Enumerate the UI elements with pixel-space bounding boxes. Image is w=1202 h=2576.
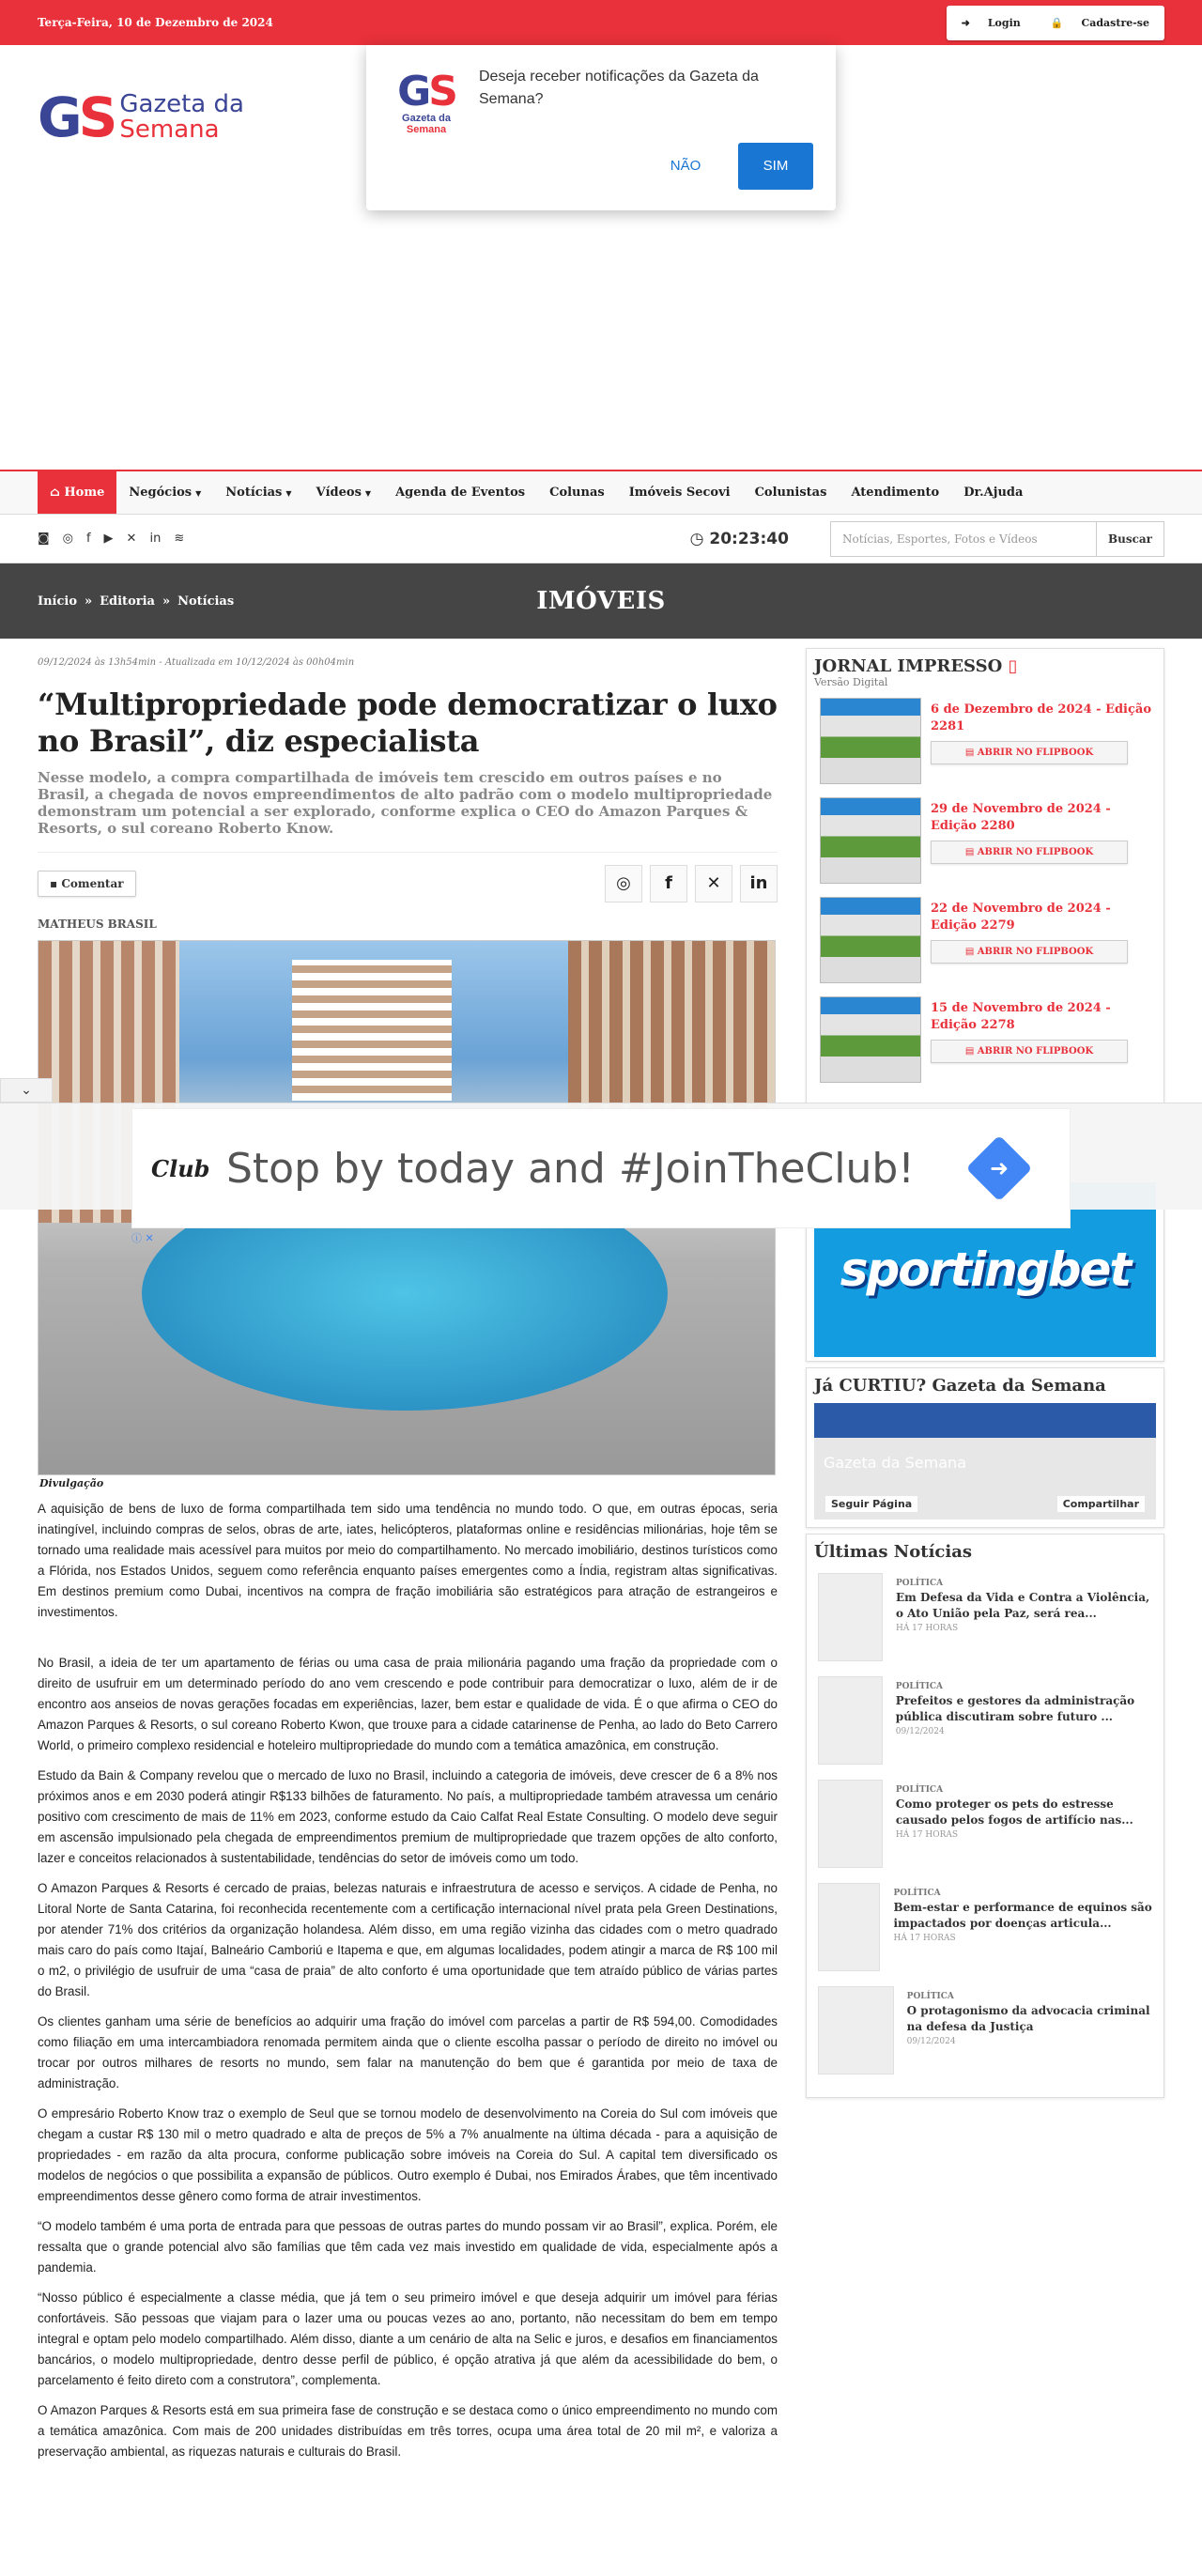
news-time: HÁ 17 HORAS xyxy=(893,1934,956,1943)
article-author: MATHEUS BRASIL xyxy=(38,918,157,931)
breadcrumb xyxy=(38,594,234,609)
edition-item xyxy=(814,797,1156,897)
caret-down-icon: ▼ xyxy=(195,487,202,498)
news-time: 09/12/2024 xyxy=(895,1727,945,1736)
clock: ◷ 20:23:40 xyxy=(689,529,789,548)
nav-imoveis-secovi[interactable]: Imóveis Secovi xyxy=(628,486,731,500)
notification-prompt xyxy=(366,45,836,210)
news-time: HÁ 17 HORAS xyxy=(895,1624,959,1633)
article-body xyxy=(38,1499,778,2462)
comment-icon: ▪ xyxy=(50,876,62,890)
caret-down-icon: ▼ xyxy=(364,487,372,498)
nav-videos[interactable]: Vídeos ▼ xyxy=(316,486,372,500)
jornal-impresso-box xyxy=(806,648,1164,1146)
article-paragraph: O Amazon Parques & Resorts está em sua primeira fase de construção e se destaca como o único empreendimento no mundo com a temática amazônica. Com mais de 200 unidades distribuídas em três torres, ocupa uma área total de 20 mil m², e valoriza a preservação ambiental, as riquezas naturais e culturais do Brasil. xyxy=(38,2403,778,2459)
photo-caption: Divulgação xyxy=(39,1477,104,1489)
main-nav xyxy=(0,470,1202,515)
logo-line2: Semana xyxy=(119,116,220,144)
pdf-icon: ▤ xyxy=(964,748,978,758)
pdf-icon: ▤ xyxy=(964,1046,978,1057)
notification-logo: GS Gazeta da Semana xyxy=(397,68,455,136)
directions-icon[interactable]: ➜ xyxy=(966,1135,1033,1202)
content xyxy=(0,639,1202,2576)
nav-noticias[interactable]: Notícias ▼ xyxy=(225,486,292,500)
facebook-share-icon[interactable]: f xyxy=(650,865,687,902)
article-paragraph: Estudo da Bain & Company revelou que o mercado de luxo no Brasil, incluindo a categoria de imóveis, deve crescer de 6 a 8% nos próximos anos e em 2030 poderá atingir R$133 bilhões de faturamento. No país, a multipropriedade também atravessa um cenário positivo com crescimento de mais de 11% em 2023, conforme estudo da Caio Calfat Real Estate Consulting. O modelo deve seguir em ascensão impulsionado pela chegada de empreendimentos premium de multipropriedade que trazem opções de alto conforto, lazer e conceitos relacionados à sustentabilidade, tendências do setor de imóveis como um todo. xyxy=(38,1768,778,1865)
news-category: POLÍTICA xyxy=(895,1682,943,1691)
lock-icon: 🔒 xyxy=(1050,16,1064,29)
whatsapp-icon[interactable]: ◎ xyxy=(62,532,73,546)
fb-follow-button[interactable]: Seguir Página xyxy=(825,1496,917,1512)
header-ad-area xyxy=(0,45,1202,470)
nav-colunas[interactable]: Colunas xyxy=(549,486,605,500)
news-title[interactable]: Em Defesa da Vida e Contra a Violência, o Ato União pela Paz, será rea... xyxy=(895,1591,1150,1620)
search-form xyxy=(830,521,1164,557)
nav-atendimento[interactable]: Atendimento xyxy=(851,486,940,500)
login-icon: ➜ xyxy=(961,16,970,29)
caret-down-icon: ▼ xyxy=(285,487,292,498)
chevron-down-icon: ⌄ xyxy=(21,1083,32,1098)
edition-title[interactable]: 29 de Novembro de 2024 - Edição 2280 xyxy=(931,802,1111,833)
article-paragraph: “O modelo também é uma porta de entrada para que pessoas de outras partes do mundo possam vir ao Brasil”, explica. Porém, ele ressalta que o grande potencial alvo são famílias que têm cada vez mais investido em qualidade de vida, especialmente após a pandemia. xyxy=(38,2219,778,2275)
home-icon: ⌂ xyxy=(50,486,65,500)
crumb-noticias[interactable]: Notícias xyxy=(177,594,235,609)
article-paragraph: “Nosso público é especialmente a classe média, que já tem o seu primeiro imóvel e que deseja adquirir um imóvel para férias confortáveis. São pessoas que viajam para o lazer uma ou poucas vezes ao ano, portanto, não necessitam do bem em tempo integral e optam pelo modelo compartilhado. Além disso, diante a um cenário de alta na Selic e juros, e desafios em financiamentos bancários, o modelo multipropriedade, dentro desse perfil de público, é opção atrativa já que além da acessibilidade do bem, o parcelamento é feito direto com a construtora”, complementa. xyxy=(38,2291,778,2387)
article-paragraph: Os clientes ganham uma série de benefícios ao adquirir uma fração do imóvel com parcelas a partir de R$ 594,00. Comodidades como filiação em uma intercambiadora renomada permitem ainda que o cliente escolha passar o período de direito no imóvel ou trocar por outros milhares de resorts no mundo, sem falar na manutenção do bem que é garantida por meio de taxa de administração. xyxy=(38,2014,778,2090)
pdf-icon: ▤ xyxy=(964,947,978,957)
flipbook-button[interactable]: ▤ ABRIR NO FLIPBOOK xyxy=(931,1040,1128,1063)
flipbook-button[interactable]: ▤ ABRIR NO FLIPBOOK xyxy=(931,741,1128,764)
news-title[interactable]: Bem-estar e performance de equinos são impactados por doenças articula... xyxy=(893,1901,1152,1930)
jornal-subtitle: Versão Digital xyxy=(814,676,888,688)
news-category: POLÍTICA xyxy=(895,1785,944,1795)
sticky-bottom-ad xyxy=(0,1078,1202,1244)
signup-button[interactable]: 🔒 Cadastre-se xyxy=(1036,6,1164,40)
collapse-ad-button[interactable] xyxy=(0,1078,53,1103)
share-buttons xyxy=(605,865,778,902)
nav-colunistas[interactable]: Colunistas xyxy=(754,486,827,500)
edition-title[interactable]: 6 de Dezembro de 2024 - Edição 2281 xyxy=(931,702,1152,733)
section-header xyxy=(0,563,1202,639)
crumb-inicio[interactable]: Início xyxy=(38,594,77,609)
news-title[interactable]: O protagonismo da advocacia criminal na defesa da Justiça xyxy=(906,2004,1150,2033)
social-links xyxy=(38,532,184,546)
facebook-page-widget[interactable] xyxy=(814,1403,1156,1519)
top-bar xyxy=(0,0,1202,45)
x-icon[interactable]: ✕ xyxy=(126,532,137,546)
edition-cover[interactable] xyxy=(820,698,921,784)
news-thumbnail[interactable] xyxy=(818,1780,883,1868)
news-title[interactable]: Como proteger os pets do estresse causado pelos fogos de artifício nas... xyxy=(895,1797,1133,1827)
share-row xyxy=(38,852,778,904)
clock-icon: ◷ xyxy=(689,529,710,548)
club-ad-banner[interactable] xyxy=(131,1108,1071,1228)
article-headline: “Multipropriedade pode democratizar o luxo no Brasil”, diz especialista xyxy=(38,686,778,759)
instagram-icon[interactable]: ◙ xyxy=(38,532,50,546)
current-date: Terça-Feira, 10 de Dezembro de 2024 xyxy=(38,16,273,29)
club-ad-text: Stop by today and #JoinTheClub! xyxy=(226,1144,915,1193)
nav-negocios[interactable]: Negócios ▼ xyxy=(129,486,202,500)
article xyxy=(38,639,778,2472)
comment-button[interactable]: ▪ Comentar xyxy=(38,871,136,897)
news-item[interactable] xyxy=(818,1986,1156,2090)
news-time: 09/12/2024 xyxy=(906,2037,956,2046)
rss-icon[interactable]: ≋ xyxy=(174,532,185,546)
facebook-box xyxy=(806,1367,1164,1528)
news-item[interactable] xyxy=(818,1883,1156,1986)
edition-cover[interactable] xyxy=(820,897,921,983)
login-button[interactable]: ➜ Login xyxy=(947,6,1036,40)
ad-info-icon[interactable]: ⓘ ✕ xyxy=(131,1232,154,1244)
fb-page-name: Gazeta da Semana xyxy=(824,1454,966,1472)
crumb-editoria[interactable]: Editoria xyxy=(100,594,155,609)
search-input[interactable]: Notícias, Esportes, Fotos e Vídeos xyxy=(830,521,1097,557)
ultimas-noticias-box xyxy=(806,1534,1164,2098)
linkedin-share-icon[interactable]: in xyxy=(740,865,778,902)
sidebar xyxy=(806,648,1164,2098)
jornal-title: JORNAL IMPRESSO ▯ xyxy=(814,656,1018,676)
news-category: POLÍTICA xyxy=(906,1992,954,2001)
news-category: POLÍTICA xyxy=(895,1579,944,1588)
edition-cover[interactable] xyxy=(820,797,921,884)
notification-yes-button[interactable]: SIM xyxy=(738,143,813,190)
edition-title[interactable]: 15 de Novembro de 2024 - Edição 2278 xyxy=(931,1001,1111,1032)
logo-line1: Gazeta da xyxy=(119,89,244,118)
news-thumbnail[interactable] xyxy=(818,1573,883,1661)
fb-share-button[interactable]: Compartilhar xyxy=(1057,1496,1145,1512)
tools-bar xyxy=(0,515,1202,563)
youtube-icon[interactable]: ▶ xyxy=(103,532,114,546)
article-paragraph: No Brasil, a ideia de ter um apartamento de férias ou uma casa de praia milionária pagando uma fração da propriedade com o direito de usufruir em um determinado período do ano vem crescendo e pode contribuir para democratizar o luxo, além de ir de encontro aos anseios de novas gerações focadas em experiências, lazer, bem estar e qualidade de vida. É o que afirma o CEO do Amazon Parques & Resorts, o sul coreano Roberto Kwon, que trouxe para a cidade catarinense de Penha, ao lado do Beto Carrero World, o primeiro complexo residencial e hoteleiro multipropriedade do mundo com a temática amazônica, em construção. xyxy=(38,1656,778,1752)
notification-no-button[interactable]: NÃO xyxy=(670,158,701,174)
section-title: IMÓVEIS xyxy=(536,587,666,615)
article-paragraph: A aquisição de bens de luxo de forma compartilhada tem sido uma tendência no mundo todo. O que, em outras épocas, seria inatingível, incluindo compras de selos, obras de arte, iates, helicópteros, plataformas online e residências milionárias, hoje têm se tornado uma realidade mais acessível para muitos por meio do compartilhamento. No mercado imobiliário, destinos turísticos como a Flórida, nos Estados Unidos, seguem como referência enquanto países emergentes como a Índia, registram altas significativas. Em destinos premium como Dubai, incentivos na compra de fração imobiliária são estratégicos para atração de estrangeiros e investimentos. xyxy=(38,1502,778,1619)
news-item[interactable] xyxy=(818,1780,1156,1883)
news-title[interactable]: Prefeitos e gestores da administração pública discutiram sobre futuro ... xyxy=(895,1694,1135,1723)
linkedin-icon[interactable]: in xyxy=(149,532,162,546)
x-share-icon[interactable]: ✕ xyxy=(695,865,732,902)
news-category: POLÍTICA xyxy=(893,1889,941,1898)
curtiu-title: Já CURTIU? Gazeta da Semana xyxy=(814,1376,1106,1396)
notification-message: Deseja receber notificações da Gazeta da Semana? xyxy=(479,69,759,107)
site-logo[interactable] xyxy=(38,85,244,149)
phone-icon: ▯ xyxy=(1008,656,1018,676)
whatsapp-share-icon[interactable]: ◎ xyxy=(605,865,642,902)
sportingbet-ad[interactable]: sportingbet xyxy=(814,1182,1156,1357)
edition-cover[interactable] xyxy=(820,996,921,1083)
facebook-icon[interactable]: f xyxy=(85,532,91,546)
pdf-icon: ▤ xyxy=(964,847,978,857)
edition-item xyxy=(814,698,1156,797)
news-item[interactable] xyxy=(818,1676,1156,1780)
chevron-right-icon: » xyxy=(162,594,171,609)
flipbook-button[interactable]: ▤ ABRIR NO FLIPBOOK xyxy=(931,940,1128,964)
news-thumbnail[interactable] xyxy=(818,1883,880,1971)
flipbook-button[interactable]: ▤ ABRIR NO FLIPBOOK xyxy=(931,841,1128,864)
chevron-right-icon: » xyxy=(85,594,93,609)
ultimas-title: Últimas Notícias xyxy=(814,1542,973,1562)
news-item[interactable] xyxy=(818,1573,1156,1676)
news-thumbnail[interactable] xyxy=(818,1986,894,2075)
search-button[interactable]: Buscar xyxy=(1097,521,1164,557)
auth-buttons xyxy=(947,6,1164,40)
nav-agenda[interactable]: Agenda de Eventos xyxy=(395,486,526,500)
nav-home[interactable]: ⌂ Home xyxy=(38,471,116,514)
edition-title[interactable]: 22 de Novembro de 2024 - Edição 2279 xyxy=(931,902,1111,933)
article-subtitle: Nesse modelo, a compra compartilhada de imóveis tem crescido em outros países e no Brasil, a chegada de novos empreendimentos de alto padrão com o modelo multipropriedade demonstram um potencial a ser explorado, conforme explica o CEO do Amazon Parques & Resorts, o sul coreano Roberto Know. xyxy=(38,769,773,837)
news-time: HÁ 17 HORAS xyxy=(895,1830,959,1840)
edition-item xyxy=(814,897,1156,996)
news-thumbnail[interactable] xyxy=(818,1676,883,1765)
club-ad-logo: Club xyxy=(151,1154,210,1182)
article-paragraph: O empresário Roberto Know traz o exemplo de Seul que se tornou modelo de desenvolvimento na Coreia do Sul com imóveis que chegam a custar R$ 130 mil o metro quadrado e alta de preços de 5% a 7% anualmente na última década - para a aquisição de propriedades - em razão da alta procura, conforme publicação sobre imóveis na Coreia do Sul. A capital tem diversificado os modelos de negócios o que possibilita a expansão de públicos. Outro exemplo é Dubai, nos Emirados Árabes, que têm incentivado empreendimentos desse gênero como forma de atrair investimentos. xyxy=(38,2106,778,2203)
article-meta: 09/12/2024 às 13h54min - Atualizada em 10/12/2024 às 00h04min xyxy=(38,657,355,668)
nav-dr-ajuda[interactable]: Dr.Ajuda xyxy=(963,486,1024,500)
logo-mark: GS xyxy=(38,85,115,149)
article-paragraph: O Amazon Parques & Resorts é cercado de praias, belezas naturais e infraestrutura de acesso e serviços. A cidade de Penha, no Litoral Norte de Santa Catarina, foi reconhecida recentemente com a certificação internacional nível prata pela Green Destinations, por atender 71% dos critérios da organização holandesa. Além disso, em uma região vizinha das cidades com o metro quadrado mais caro do país como Itajaí, Balneário Camboriú e Itapema e que, em algumas localidades, podem atingir a marca de R$ 100 mil o m2, o privilégio de usufruir de uma “casa de praia” de alto conforto é uma oportunidade que tem atraído público de várias partes do Brasil. xyxy=(38,1881,778,1998)
